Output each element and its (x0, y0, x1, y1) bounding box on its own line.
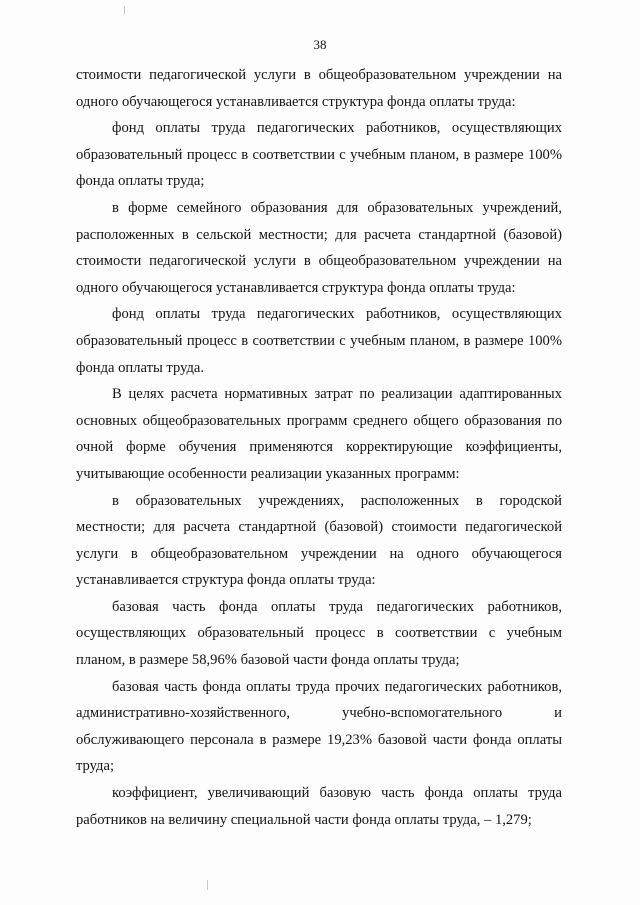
paragraph: в форме семейного образования для образовательных учреждений, расположенных в сельской местности; для расчета стандартной (базовой) стоимости педагогической услуги в общеобразовательном учреждении на одного обучающегося устанавливается структура фонда оплаты труда: (76, 199, 562, 296)
paragraph: в образовательных учреждениях, расположенных в городской местности; для расчета стандартной (базовой) стоимости педагогической услуги в общеобразовательном учреждении на одного обучающегося устанавливается структура фонда оплаты труда: (76, 492, 562, 589)
paragraph: фонд оплаты труда педагогических работников, осуществляющих образовательный процесс в соответствии с учебным планом, в размере 100% фонда оплаты труда. (76, 306, 562, 376)
paragraph: базовая часть фонда оплаты труда педагогических работников, осуществляющих образовательный процесс в соответствии с учебным планом, в размере 58,96% базовой части фонда оплаты труда; (76, 598, 562, 669)
paragraph: В целях расчета нормативных затрат по реализации адаптированных основных общеобразовательных программ среднего общего образования по очной форме обучения применяются корректирующие коэффициенты, учитывающие особенности реализации указанных программ: (76, 386, 562, 482)
paragraph: фонд оплаты труда педагогических работников, осуществляющих образовательный процесс в соответствии с учебным планом, в размере 100% фонда оплаты труда; (76, 120, 562, 190)
paragraph: коэффициент, увеличивающий базовую часть фонда оплаты труда работников на величину специальной части фонда оплаты труда, – 1,279; (76, 785, 562, 828)
page-number: 38 (313, 37, 327, 52)
paragraph: базовая часть фонда оплаты труда прочих педагогических работников, административно-хозяйственного, учебно-вспомогательного и обслуживающего персонала в размере 19,23% базовой части фонда оплаты труда; (76, 678, 562, 775)
document-body (76, 62, 562, 833)
scan-artifact-bottom (207, 880, 208, 890)
scan-artifact-top (124, 6, 125, 14)
paragraph-continuation: стоимости педагогической услуги в общеобразовательном учреждении на одного обучающегося устанавливается структура фонда оплаты труда: (76, 67, 562, 110)
